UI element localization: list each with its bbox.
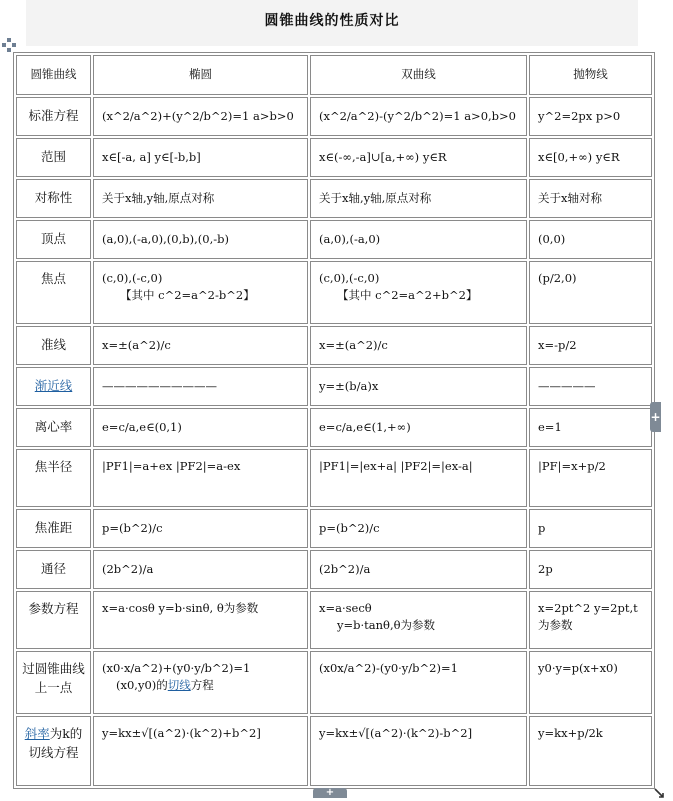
ellipse-cell: 关于x轴,y轴,原点对称 xyxy=(93,179,308,218)
ellipse-cell: x=±(a^2)/c xyxy=(93,326,308,365)
hyperbola-cell: y=kx±√[(a^2)·(k^2)-b^2] xyxy=(310,716,527,786)
parabola-cell: ————— xyxy=(529,367,652,406)
comparison-table xyxy=(13,52,655,789)
ellipse-tangent-note xyxy=(102,677,299,694)
hyperbola-cell: (2b^2)/a xyxy=(310,550,527,589)
row-label: 标准方程 xyxy=(16,97,91,136)
header-cell-parabola: 抛物线 xyxy=(529,55,652,95)
parabola-cell: x=2pt^2 y=2pt,t为参数 xyxy=(529,591,652,649)
header-cell-ellipse: 椭圆 xyxy=(93,55,308,95)
header-cell-curve: 圆锥曲线 xyxy=(16,55,91,95)
resize-grip-icon[interactable] xyxy=(653,787,665,799)
tangent-note-pre: (x0,y0)的 xyxy=(116,678,168,693)
ellipse-cell: x∈[-a, a] y∈[-b,b] xyxy=(93,138,308,177)
row-label: 参数方程 xyxy=(16,591,91,649)
ellipse-cell: (x^2/a^2)+(y^2/b^2)=1 a>b>0 xyxy=(93,97,308,136)
parabola-cell: y0·y=p(x+x0) xyxy=(529,651,652,714)
table-row xyxy=(16,550,652,589)
parabola-cell: p xyxy=(529,509,652,548)
ellipse-focus-note: 【其中 c^2=a^2-b^2】 xyxy=(120,288,255,303)
table-row xyxy=(16,326,652,365)
hyperbola-cell xyxy=(310,591,527,649)
hyperbola-param-x: x=a·secθ xyxy=(319,601,372,615)
ellipse-cell: —————————— xyxy=(93,367,308,406)
table-row xyxy=(16,138,652,177)
table-row xyxy=(16,591,652,649)
header-cell-hyperbola: 双曲线 xyxy=(310,55,527,95)
ellipse-cell: x=a·cosθ y=b·sinθ, θ为参数 xyxy=(93,591,308,649)
hyperbola-param-y: y=b·tanθ,θ为参数 xyxy=(337,618,436,633)
ellipse-cell: (a,0),(-a,0),(0,b),(0,-b) xyxy=(93,220,308,259)
hyperbola-cell: (a,0),(-a,0) xyxy=(310,220,527,259)
ellipse-cell: (2b^2)/a xyxy=(93,550,308,589)
expand-right-handle[interactable]: + xyxy=(650,402,661,432)
ellipse-cell xyxy=(93,261,308,324)
row-label: 顶点 xyxy=(16,220,91,259)
hyperbola-cell: |PF1|=|ex+a| |PF2|=|ex-a| xyxy=(310,449,527,507)
table-row xyxy=(16,651,652,714)
slope-link[interactable]: 斜率 xyxy=(24,726,50,741)
row-label: 准线 xyxy=(16,326,91,365)
table-row xyxy=(16,261,652,324)
hyperbola-cell: x∈(-∞,-a]∪[a,+∞) y∈R xyxy=(310,138,527,177)
title-bar xyxy=(26,0,638,46)
ellipse-tangent-eq: (x0·x/a^2)+(y0·y/b^2)=1 xyxy=(102,661,251,675)
row-label: 离心率 xyxy=(16,408,91,447)
hyperbola-cell: x=±(a^2)/c xyxy=(310,326,527,365)
parabola-cell: |PF|=x+p/2 xyxy=(529,449,652,507)
row-label: 通径 xyxy=(16,550,91,589)
row-label: 范围 xyxy=(16,138,91,177)
row-label: 焦准距 xyxy=(16,509,91,548)
parabola-cell: x=-p/2 xyxy=(529,326,652,365)
tangent-link[interactable]: 切线 xyxy=(167,678,191,693)
ellipse-focus: (c,0),(-c,0) xyxy=(102,271,163,285)
table-row xyxy=(16,408,652,447)
table-row xyxy=(16,179,652,218)
hyperbola-cell: (x0x/a^2)-(y0·y/b^2)=1 xyxy=(310,651,527,714)
hyperbola-focus-note: 【其中 c^2=a^2+b^2】 xyxy=(337,288,478,303)
hyperbola-cell xyxy=(310,261,527,324)
asymptote-link[interactable]: 渐近线 xyxy=(34,378,73,394)
table-header-row xyxy=(16,55,652,95)
parabola-cell: 2p xyxy=(529,550,652,589)
hyperbola-cell: e=c/a,e∈(1,+∞) xyxy=(310,408,527,447)
parabola-cell: e=1 xyxy=(529,408,652,447)
table-row xyxy=(16,716,652,786)
row-label xyxy=(16,367,91,406)
table-row xyxy=(16,367,652,406)
row-label: 过圆锥曲线上一点 xyxy=(16,651,91,714)
table-row xyxy=(16,449,652,507)
ellipse-cell: y=kx±√[(a^2)·(k^2)+b^2] xyxy=(93,716,308,786)
ellipse-cell: e=c/a,e∈(0,1) xyxy=(93,408,308,447)
parabola-cell: (0,0) xyxy=(529,220,652,259)
hyperbola-cell: y=±(b/a)x xyxy=(310,367,527,406)
parabola-cell: x∈[0,+∞) y∈R xyxy=(529,138,652,177)
page-title: 圆锥曲线的性质对比 xyxy=(264,13,400,29)
table-row xyxy=(16,509,652,548)
hyperbola-focus: (c,0),(-c,0) xyxy=(319,271,380,285)
parabola-cell: (p/2,0) xyxy=(529,261,652,324)
row-label: 焦半径 xyxy=(16,449,91,507)
row-label: 对称性 xyxy=(16,179,91,218)
hyperbola-cell: (x^2/a^2)-(y^2/b^2)=1 a>0,b>0 xyxy=(310,97,527,136)
move-handle-icon[interactable] xyxy=(2,38,16,52)
ellipse-cell: |PF1|=a+ex |PF2|=a-ex xyxy=(93,449,308,507)
parabola-cell: y=kx+p/2k xyxy=(529,716,652,786)
table-row xyxy=(16,97,652,136)
ellipse-cell: p=(b^2)/c xyxy=(93,509,308,548)
table-row xyxy=(16,220,652,259)
parabola-cell: 关于x轴对称 xyxy=(529,179,652,218)
hyperbola-cell: p=(b^2)/c xyxy=(310,509,527,548)
row-label: 焦点 xyxy=(16,261,91,324)
row-label-rest: 为k的切线方程 xyxy=(28,726,83,760)
row-label xyxy=(16,716,91,786)
expand-bottom-handle[interactable]: + xyxy=(313,788,347,798)
hyperbola-cell: 关于x轴,y轴,原点对称 xyxy=(310,179,527,218)
parabola-cell: y^2=2px p>0 xyxy=(529,97,652,136)
tangent-note-post: 方程 xyxy=(190,678,214,693)
ellipse-cell xyxy=(93,651,308,714)
